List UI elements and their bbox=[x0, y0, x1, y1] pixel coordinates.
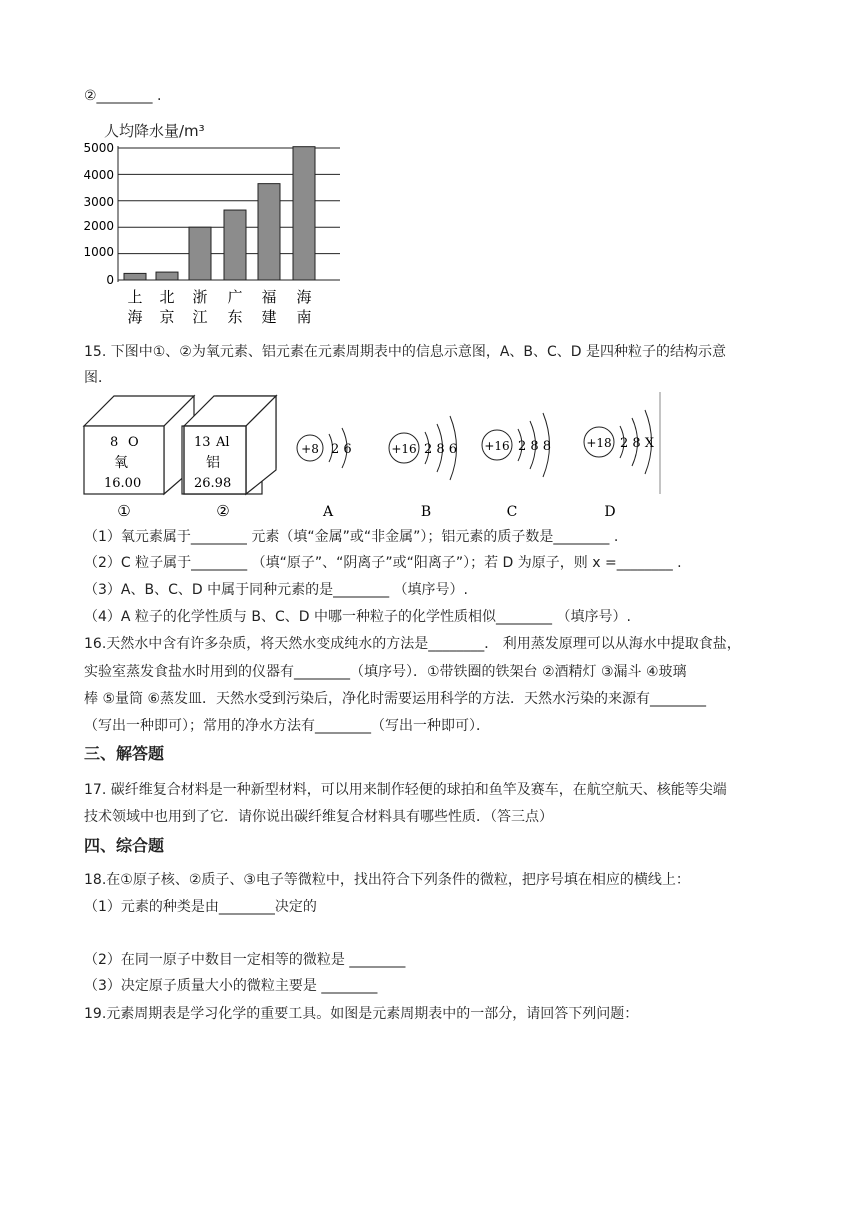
label-circled-1: ① bbox=[117, 502, 131, 520]
x-label-fujian-top: 福 bbox=[261, 288, 277, 306]
particle-c-shells: 2 8 8 bbox=[518, 439, 552, 454]
y-tick-5000: 5000 bbox=[83, 141, 114, 155]
aluminum-mass: 26.98 bbox=[194, 476, 232, 491]
question-15-sub-4: （4）A 粒子的化学性质与 B、C、D 中哪一种粒子的化学性质相似________ （填序号）. bbox=[84, 609, 631, 625]
particle-d-nucleus: +18 bbox=[586, 436, 612, 450]
x-label-hainan-top: 海 bbox=[296, 288, 312, 306]
question-18-sub-1: （1）元素的种类是由________决定的 bbox=[84, 899, 317, 915]
oxygen-symbol: O bbox=[128, 435, 139, 450]
oxygen-atomic-number: 8 bbox=[110, 435, 119, 450]
question-18-sub-2: （2）在同一原子中数目一定相等的微粒是 ________ bbox=[84, 952, 406, 968]
particle-b-shells: 2 8 6 bbox=[424, 442, 458, 457]
x-label-guangdong-bottom: 东 bbox=[227, 308, 243, 326]
particle-c-label: C bbox=[506, 504, 518, 520]
periodic-cell-oxygen bbox=[84, 396, 194, 494]
aluminum-symbol: Al bbox=[216, 435, 230, 450]
question-15-line-1: 15. 下图中①、②为氧元素、铝元素在元素周期表中的信息示意图，A、B、C、D 是四种粒子的结构示意 bbox=[84, 344, 727, 360]
y-tick-4000: 4000 bbox=[83, 168, 114, 182]
question-16-line-1: 16.天然水中含有许多杂质，将天然水变成纯水的方法是________． 利用蒸发原理可以从海水中提取食盐， bbox=[84, 636, 741, 652]
x-label-shanghai-top: 上 bbox=[127, 288, 143, 306]
y-tick-2000: 2000 bbox=[83, 219, 114, 233]
element-structure-figure bbox=[82, 390, 682, 520]
particle-b-nucleus: +16 bbox=[391, 442, 417, 456]
x-label-beijing-bottom: 京 bbox=[159, 308, 175, 326]
chart-ylabel: 人均降水量/m³ bbox=[104, 122, 205, 140]
precipitation-bar-chart bbox=[78, 116, 378, 336]
y-tick-0: 0 bbox=[106, 273, 114, 287]
question-17-line-2: 技术领域中也用到了它．请你说出碳纤维复合材料具有哪些性质．（答三点） bbox=[84, 809, 553, 825]
x-label-beijing-top: 北 bbox=[159, 288, 175, 306]
oxygen-mass: 16.00 bbox=[104, 476, 142, 491]
x-label-zhejiang-top: 浙 bbox=[192, 288, 208, 306]
question-18-line-1: 18.在①原子核、②质子、③电子等微粒中，找出符合下列条件的微粒，把序号填在相应的横线上： bbox=[84, 872, 690, 888]
particle-d-diagram bbox=[584, 410, 655, 474]
label-circled-2: ② bbox=[216, 502, 230, 520]
bar-北京 bbox=[156, 272, 178, 280]
question-16-line-2: 实验室蒸发食盐水时用到的仪器有________（填序号）．①带铁圈的铁架台 ②酒精灯 ③漏斗 ④玻璃 bbox=[84, 664, 687, 680]
x-label-zhejiang-bottom: 江 bbox=[192, 308, 208, 326]
x-label-fujian-bottom: 建 bbox=[261, 308, 277, 326]
aluminum-atomic-number: 13 bbox=[194, 435, 211, 450]
question-16-line-3: 棒 ⑤量筒 ⑥蒸发皿．天然水受到污染后，净化时需要运用科学的方法．天然水污染的来源有________ bbox=[84, 691, 706, 707]
x-label-guangdong-top: 广 bbox=[227, 288, 243, 306]
particle-b-diagram bbox=[389, 416, 457, 480]
y-tick-1000: 1000 bbox=[83, 245, 114, 259]
section-heading-4: 四、综合题 bbox=[84, 836, 165, 855]
section-heading-3: 三、解答题 bbox=[84, 744, 165, 763]
x-label-shanghai-bottom: 海 bbox=[127, 308, 143, 326]
particle-c-diagram bbox=[482, 413, 551, 477]
particle-a-label: A bbox=[322, 504, 334, 520]
particle-a-shells: 2 6 bbox=[331, 442, 352, 457]
particle-c-nucleus: +16 bbox=[484, 439, 510, 453]
particle-d-label: D bbox=[604, 504, 616, 520]
question-19-line-1: 19.元素周期表是学习化学的重要工具。如图是元素周期表中的一部分，请回答下列问题： bbox=[84, 1006, 639, 1022]
bar-广东 bbox=[224, 210, 246, 280]
particle-b-label: B bbox=[420, 504, 432, 520]
question-14-blank-2: ②________ . bbox=[84, 88, 162, 104]
question-17-line-1: 17. 碳纤维复合材料是一种新型材料，可以用来制作轻便的球拍和鱼竿及赛车，在航空航天、核能等尖端 bbox=[84, 782, 727, 798]
aluminum-name: 铝 bbox=[206, 455, 220, 471]
bar-上海 bbox=[124, 273, 146, 280]
bar-浙江 bbox=[189, 227, 211, 280]
bar-福建 bbox=[258, 184, 280, 280]
question-15-line-2: 图． bbox=[84, 370, 112, 386]
periodic-cell-aluminum-face bbox=[184, 396, 276, 494]
bar-海南 bbox=[293, 147, 315, 280]
question-15-sub-2: （2）C 粒子属于________ （填“原子”、“阴离子”或“阳离子”）；若 D 为原子，则 x =________ . bbox=[84, 555, 682, 571]
oxygen-name: 氧 bbox=[114, 455, 128, 471]
particle-a-nucleus: +8 bbox=[301, 442, 319, 456]
question-18-sub-3: （3）决定原子质量大小的微粒主要是 ________ bbox=[84, 978, 378, 994]
question-16-line-4: （写出一种即可）；常用的净水方法有________（写出一种即可）． bbox=[84, 718, 490, 734]
question-15-sub-3: （3）A、B、C、D 中属于同种元素的是________ （填序号）. bbox=[84, 582, 468, 598]
x-label-hainan-bottom: 南 bbox=[296, 308, 312, 326]
particle-d-shells: 2 8 X bbox=[620, 436, 655, 451]
particle-a-diagram bbox=[297, 428, 352, 468]
y-tick-3000: 3000 bbox=[83, 195, 114, 209]
question-15-sub-1: （1）氧元素属于________ 元素（填“金属”或“非金属”）；铝元素的质子数是________ . bbox=[84, 529, 619, 545]
